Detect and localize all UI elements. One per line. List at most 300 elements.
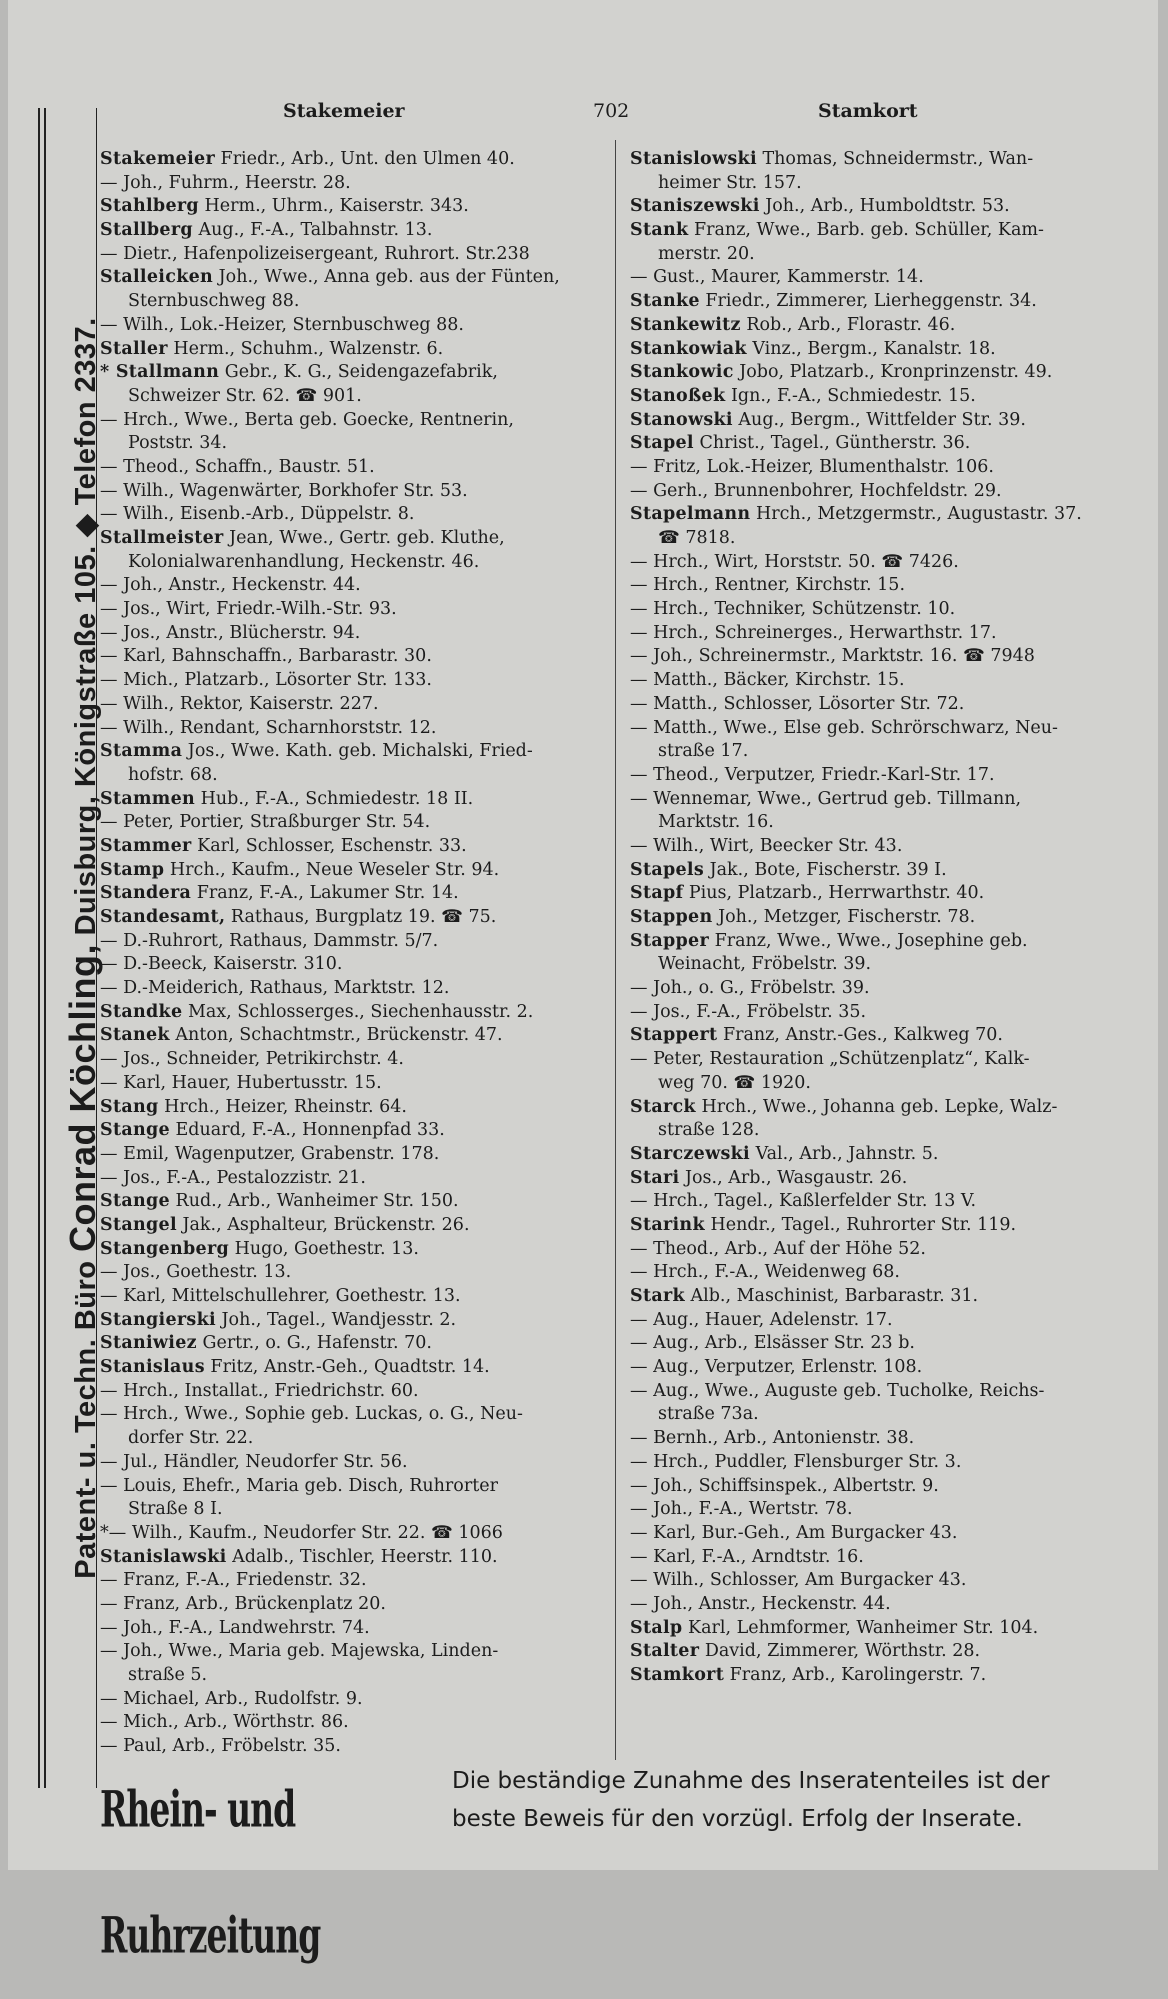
entry-details: — Hrch., Wwe., Berta geb. Goecke, Rentnerin, [100,409,514,430]
entry-details: — D.-Meiderich, Rathaus, Marktstr. 12. [100,978,450,999]
entry-details: Schweizer Str. 62. ☎ 901. [128,385,362,406]
entry-details: Joh., Arb., Humboldtstr. 53. [759,196,1010,217]
entry-continuation [100,432,605,456]
entry-details: Poststr. 34. [128,433,228,454]
directory-entry [630,1498,1145,1522]
directory-entry [100,338,605,362]
directory-entry [630,764,1145,788]
entry-surname: Stangierski [100,1309,216,1330]
entry-surname: Stammen [100,788,196,809]
directory-entry [630,1569,1145,1593]
directory-entry [630,788,1145,812]
entry-details: Franz, Arb., Karolingerstr. 7. [724,1665,987,1685]
entry-details: — Wilh., Wagenwärter, Borkhofer Str. 53. [100,480,468,501]
directory-entry [630,1380,1145,1404]
directory-entry [100,172,605,196]
entry-surname: Stark [630,1286,685,1306]
entry-details: Jak., Bote, Fischerstr. 39 I. [704,859,947,880]
directory-entry [100,480,605,504]
entry-details: Weinacht, Fröbelstr. 39. [658,954,872,975]
entry-details: — Hrch., Wirt, Horststr. 50. ☎ 7426. [630,551,959,572]
entry-details: — Karl, Bahnschaffn., Barbarastr. 30. [100,646,432,667]
directory-page [8,0,1158,1965]
entry-continuation [630,1072,1145,1096]
entry-details: straße 17. [658,741,749,762]
entry-surname: Stamp [100,859,165,880]
directory-entry [630,266,1145,290]
entry-details: Gertr., o. G., Hafenstr. 70. [196,1333,432,1354]
entry-details: — Hrch., Techniker, Schützenstr. 10. [630,599,956,620]
entry-surname: Staniwiez [100,1333,197,1354]
entry-surname: Standesamt, [100,907,226,927]
directory-entry [630,1001,1145,1025]
entry-details: Jean, Wwe., Gertr. geb. Kluthe, [223,528,505,548]
entry-details: David, Zimmerer, Wörthstr. 28. [699,1641,981,1662]
entry-details: — Hrch., Schreinerges., Herwarthstr. 17. [630,622,997,643]
directory-entry [630,480,1145,504]
sidebar-ad-prefix: Patent- u. Techn. Büro [70,1251,102,1579]
entry-details: Rob., Arb., Florastr. 46. [740,314,956,335]
entry-surname: Stamma [100,741,183,762]
entry-details: Franz, Wwe., Barb. geb. Schüller, Kam- [688,220,1044,241]
entry-details: Jobo, Platzarb., Kronprinzenstr. 49. [733,362,1053,383]
entry-details: — Jos., F.-A., Fröbelstr. 35. [630,1001,867,1022]
page-number: 702 [593,100,630,122]
directory-entry [630,1309,1145,1333]
entry-surname: Stanislowski [630,149,757,169]
entry-details: — Franz, Arb., Brückenplatz 20. [100,1593,386,1614]
entry-details: — Wilh., Schlosser, Am Burgacker 43. [630,1570,967,1591]
entry-details: — Wilh., Rendant, Scharnhorststr. 12. [100,717,437,738]
directory-entry [100,1167,605,1191]
entry-details: — Aug., Verputzer, Erlenstr. 108. [630,1357,923,1378]
entry-details: Val., Arb., Jahnstr. 5. [750,1143,939,1164]
entry-details: — Joh., Anstr., Heckenstr. 44. [630,1593,891,1614]
entry-continuation [100,1498,605,1522]
entry-surname: Stamkort [630,1665,725,1685]
entry-surname: Stankowiak [630,338,747,359]
directory-entry [100,409,605,433]
entry-details: Jos., Wwe. Kath. geb. Michalski, Fried- [182,741,533,762]
entry-surname: Stapper [630,930,709,951]
entry-details: — Karl, Hauer, Hubertusstr. 15. [100,1072,382,1093]
directory-entry [630,338,1145,362]
directory-entry [630,1024,1145,1048]
entry-details: — Hrch., Tagel., Kaßlerfelder Str. 13 V. [630,1191,977,1212]
directory-entry [630,1356,1145,1380]
directory-entry [630,574,1145,598]
column-divider [615,140,616,1760]
directory-entry [630,622,1145,646]
directory-entry [100,859,605,883]
entry-details: — Matth., Schlosser, Lösorter Str. 72. [630,693,965,714]
entry-surname: * Stallmann [100,362,220,383]
directory-entry [100,1072,605,1096]
directory-entry [630,1214,1145,1238]
ad-slogan-line-2: beste Beweis für den vorzügl. Erfolg der Inserate. [452,1806,1023,1832]
directory-entry [630,906,1145,930]
directory-entry [630,290,1145,314]
entry-details: — Theod., Schaffn., Baustr. 51. [100,456,375,477]
entry-surname: Stapf [630,883,684,904]
entry-details: — Gust., Maurer, Kammerstr. 14. [630,267,924,288]
entry-surname: Starczewski [630,1143,750,1164]
entry-details: — Hrch., Installat., Friedrichstr. 60. [100,1380,419,1401]
entry-surname: Stalter [630,1641,700,1662]
entry-surname: Stangenberg [100,1238,230,1259]
entry-details: — Matth., Bäcker, Kirchstr. 15. [630,670,905,691]
directory-entry [630,1096,1145,1120]
entry-details: Alb., Maschinist, Barbarastr. 31. [684,1286,979,1306]
entry-details: — Fritz, Lok.-Heizer, Blumenthalstr. 106. [630,456,994,477]
entry-surname: Stari [630,1167,680,1188]
entry-details: Rud., Arb., Wanheimer Str. 150. [169,1191,459,1212]
directory-entry [630,977,1145,1001]
directory-entry [100,1569,605,1593]
entry-surname: Stappert [630,1025,718,1046]
entry-details: Joh., Tagel., Wandjesstr. 2. [215,1309,457,1330]
entry-details: — Aug., Hauer, Adelenstr. 17. [630,1309,893,1330]
entry-details: Thomas, Schneidermstr., Wan- [756,149,1034,169]
entry-details: — Peter, Portier, Straßburger Str. 54. [100,812,431,833]
entry-surname: Stammer [100,835,192,856]
directory-entry [630,859,1145,883]
entry-details: Hrch., Kaufm., Neue Weseler Str. 94. [164,859,500,880]
entry-surname: Stanke [630,291,700,312]
entry-details: — Matth., Wwe., Else geb. Schrörschwarz, Neu- [630,717,1058,738]
directory-entry [100,243,605,267]
entry-details: straße 73a. [658,1404,759,1425]
directory-entry [100,622,605,646]
directory-entry [630,1617,1145,1641]
entry-details: Rathaus, Burgplatz 19. ☎ 75. [225,907,497,927]
entry-details: Herm., Uhrm., Kaiserstr. 343. [198,196,469,217]
entry-details: Christ., Tagel., Güntherstr. 36. [693,433,971,454]
entry-continuation [100,385,605,409]
entry-details: Adalb., Tischler, Heerstr. 110. [226,1546,498,1567]
entry-details: — D.-Beeck, Kaiserstr. 310. [100,954,343,975]
directory-entry [100,1096,605,1120]
entry-surname: Stanislawski [100,1546,227,1567]
entry-details: hofstr. 68. [128,764,218,785]
directory-entry [100,195,605,219]
entry-details: — Hrch., Wwe., Sophie geb. Luckas, o. G., Neu- [100,1404,523,1425]
directory-entry [100,456,605,480]
entry-details: weg 70. ☎ 1920. [658,1072,811,1093]
directory-entry [100,717,605,741]
entry-surname: Stakemeier [100,149,215,169]
entry-details: Anton, Schachtmstr., Brückenstr. 47. [169,1025,503,1046]
directory-entry [630,1664,1145,1688]
directory-entry [630,1427,1145,1451]
entry-details: — Joh., Schiffsinspek., Albertstr. 9. [630,1475,939,1496]
directory-entry [100,527,605,551]
entry-details: Kolonialwarenhandlung, Heckenstr. 46. [128,551,480,572]
directory-entry [630,1332,1145,1356]
sidebar-rule [38,108,40,1788]
entry-details: — Joh., Wwe., Maria geb. Majewska, Linden- [100,1641,499,1662]
entry-details: — Jos., Wirt, Friedr.-Wilh.-Str. 93. [100,599,397,620]
entry-details: — Emil, Wagenputzer, Grabenstr. 178. [100,1143,440,1164]
entry-surname: Staller [100,338,168,359]
entry-surname: Stank [630,220,689,241]
directory-entry [100,1403,605,1427]
entry-details: — Wilh., Eisenb.-Arb., Düppelstr. 8. [100,504,415,525]
entry-details: *— Wilh., Kaufm., Neudorfer Str. 22. ☎ 1066 [100,1522,503,1543]
directory-entry [100,574,605,598]
entry-details: — Wilh., Wirt, Beecker Str. 43. [630,835,903,856]
entry-details: Gebr., K. G., Seidengazefabrik, [219,362,498,383]
header-last-entry: Stamkort [818,100,918,122]
entry-continuation [630,1403,1145,1427]
directory-entry [100,1332,605,1356]
sidebar-advertisement [38,108,103,1788]
entry-surname: Stange [100,1120,170,1141]
entry-surname: Stang [100,1096,159,1117]
entry-details: Hrch., Metzgermstr., Augustastr. 37. [750,504,1082,525]
entry-continuation [100,1427,605,1451]
entry-details: merstr. 20. [658,243,755,264]
entry-surname: Stankewitz [630,314,741,335]
entry-details: — Joh., Schreinermstr., Marktstr. 16. ☎ 7948 [630,646,1035,667]
entry-details: — Franz, F.-A., Friedenstr. 32. [100,1570,367,1591]
ad-slogan [452,1762,1142,1838]
entry-details: Pius, Platzarb., Herrwarthstr. 40. [683,883,985,904]
entry-details: Franz, Anstr.-Ges., Kalkweg 70. [717,1025,1003,1046]
entry-details: — Jos., F.-A., Pestalozzistr. 21. [100,1167,366,1188]
directory-entry [630,1546,1145,1570]
directory-entry [630,432,1145,456]
entry-surname: Staniszewski [630,196,760,217]
directory-entry [100,1522,605,1546]
entry-details: Marktstr. 16. [658,812,774,833]
entry-details: — Jos., Schneider, Petrikirchstr. 4. [100,1049,404,1070]
entry-details: — Hrch., Puddler, Flensburger Str. 3. [630,1451,962,1472]
entry-details: Karl, Schlosser, Eschenstr. 33. [191,835,467,856]
directory-entry [100,1546,605,1570]
entry-details: — D.-Ruhrort, Rathaus, Dammstr. 5/7. [100,930,439,951]
directory-entry [100,645,605,669]
directory-entry [100,314,605,338]
entry-surname: Stanek [100,1025,170,1046]
sidebar-ad-address: Duisburg, Königstraße 105. ◆ Telefon 2337. [70,317,102,944]
entry-details: Sternbuschweg 88. [128,291,300,312]
directory-entry [100,1214,605,1238]
sidebar-ad-name: Conrad Köchling, [62,943,103,1252]
directory-entry [100,882,605,906]
entry-surname: Stahlberg [100,196,199,217]
entry-details: straße 128. [658,1120,760,1141]
entry-details: dorfer Str. 22. [128,1428,254,1449]
entry-details: Max, Schlosserges., Siechenhausstr. 2. [182,1001,534,1022]
directory-entry [100,1024,605,1048]
entry-surname: Stalleicken [100,267,214,288]
entry-details: — Michael, Arb., Rudolfstr. 9. [100,1688,363,1709]
entry-details: Eduard, F.-A., Honnenpfad 33. [169,1120,445,1141]
entry-details: — Wilh., Rektor, Kaiserstr. 227. [100,693,379,714]
entry-details: Hrch., Heizer, Rheinstr. 64. [158,1096,407,1117]
entry-details: — Louis, Ehefr., Maria geb. Disch, Ruhrorter [100,1475,498,1496]
directory-entry [100,1001,605,1025]
entry-details: Fritz, Anstr.-Geh., Quadtstr. 14. [204,1357,490,1378]
entry-details: Joh., Wwe., Anna geb. aus der Fünten, [213,267,560,288]
directory-entry [630,930,1145,954]
entry-details: Hendr., Tagel., Ruhrorter Str. 119. [704,1214,1017,1235]
entry-details: ☎ 7818. [658,528,736,548]
directory-entry [630,1048,1145,1072]
entry-details: Joh., Metzger, Fischerstr. 78. [712,907,976,927]
entry-continuation [100,290,605,314]
entry-details: — Joh., Fuhrm., Heerstr. 28. [100,172,351,193]
entry-details: — Dietr., Hafenpolizeisergeant, Ruhrort. Str.238 [100,243,530,264]
directory-entry [100,977,605,1001]
directory-entry [100,1048,605,1072]
directory-entry [630,1522,1145,1546]
ad-slogan-line-1: Die beständige Zunahme des Inseratenteiles ist der [452,1768,1050,1794]
entry-details: — Joh., o. G., Fröbelstr. 39. [630,978,870,999]
entry-details: Aug., Bergm., Wittfelder Str. 39. [732,409,1026,430]
entry-details: — Hrch., Rentner, Kirchstr. 15. [630,575,906,596]
entry-details: Straße 8 I. [128,1499,223,1520]
entry-details: — Hrch., F.-A., Weidenweg 68. [630,1262,900,1283]
entry-details: Vinz., Bergm., Kanalstr. 18. [746,338,996,359]
entry-continuation [630,1119,1145,1143]
entry-surname: Stange [100,1191,170,1212]
entry-details: — Theod., Arb., Auf der Höhe 52. [630,1238,926,1259]
directory-entry [100,1593,605,1617]
entry-details: — Jos., Anstr., Blücherstr. 94. [100,622,361,643]
entry-continuation [100,764,605,788]
directory-entry [100,1451,605,1475]
directory-entry [100,1617,605,1641]
directory-entry [100,788,605,812]
directory-entry [100,148,605,172]
entry-continuation [100,1664,605,1688]
entry-details: Karl, Lehmformer, Wanheimer Str. 104. [682,1617,1039,1638]
entry-details: — Karl, Bur.-Geh., Am Burgacker 43. [630,1522,958,1543]
entry-surname: Stangel [100,1214,177,1235]
directory-entry [100,930,605,954]
entry-details: — Aug., Wwe., Auguste geb. Tucholke, Reichs- [630,1380,1045,1401]
entry-surname: Stallmeister [100,528,224,548]
entry-continuation [630,811,1145,835]
directory-entry [100,598,605,622]
directory-entry [100,1261,605,1285]
entry-surname: Starink [630,1214,705,1235]
directory-entry [630,1190,1145,1214]
directory-entry [630,1143,1145,1167]
directory-entry [100,219,605,243]
directory-entry [100,953,605,977]
directory-entry [630,503,1145,527]
directory-entry [630,385,1145,409]
page-header [98,100,1148,130]
directory-entry [630,1285,1145,1309]
directory-entry [100,266,605,290]
directory-entry [100,1380,605,1404]
directory-entry [100,1711,605,1735]
directory-entry [630,1167,1145,1191]
entry-surname: Stapelmann [630,504,751,525]
entry-details: Franz, F.-A., Lakumer Str. 14. [191,883,459,904]
entry-details: — Mich., Arb., Wörthstr. 86. [100,1712,349,1733]
directory-entry [630,693,1145,717]
entry-continuation [100,551,605,575]
entry-continuation [630,243,1145,267]
entry-details: — Karl, Mittelschullehrer, Goethestr. 13. [100,1286,461,1306]
entry-details: Hugo, Goethestr. 13. [229,1238,419,1259]
directory-entry [100,835,605,859]
directory-entry [100,1475,605,1499]
directory-entry [630,456,1145,480]
entry-details: — Joh., F.-A., Landwehrstr. 74. [100,1617,370,1638]
entry-surname: Stallberg [100,220,193,241]
directory-entry [100,811,605,835]
directory-entry [100,503,605,527]
entry-details: — Joh., F.-A., Wertstr. 78. [630,1499,853,1520]
directory-entry [630,882,1145,906]
directory-entry [100,1688,605,1712]
entry-details: Ign., F.-A., Schmiedestr. 15. [725,385,976,406]
entry-continuation [630,527,1145,551]
entry-details: Hub., F.-A., Schmiedestr. 18 II. [195,788,474,809]
entry-details: — Jul., Händler, Neudorfer Str. 56. [100,1451,408,1472]
directory-entry [100,906,605,930]
directory-entry [630,195,1145,219]
entry-details: — Wennemar, Wwe., Gertrud geb. Tillmann, [630,788,1022,809]
directory-entry [630,361,1145,385]
directory-entry [100,1238,605,1262]
entry-details: Jak., Asphalteur, Brückenstr. 26. [176,1214,470,1235]
left-column [100,148,605,1759]
entry-surname: Standera [100,883,192,904]
directory-entry [630,598,1145,622]
entry-details: — Mich., Platzarb., Lösorter Str. 133. [100,670,432,691]
right-column [630,148,1145,1688]
directory-entry [100,1309,605,1333]
entry-continuation [630,740,1145,764]
entry-surname: Stalp [630,1617,683,1638]
entry-details: — Gerh., Brunnenbohrer, Hochfeldstr. 29. [630,480,1002,501]
entry-details: — Bernh., Arb., Antonienstr. 38. [630,1428,915,1449]
directory-entry [630,1261,1145,1285]
directory-entry [100,361,605,385]
entry-surname: Stanowski [630,409,733,430]
directory-entry [630,219,1145,243]
directory-entry [100,1190,605,1214]
directory-entry [100,1143,605,1167]
entry-details: — Jos., Goethestr. 13. [100,1262,292,1283]
directory-entry [100,1640,605,1664]
entry-details: Friedr., Zimmerer, Lierheggenstr. 34. [699,291,1037,312]
entry-continuation [630,172,1145,196]
directory-entry [630,669,1145,693]
entry-details: straße 5. [128,1665,208,1685]
entry-details: — Karl, F.-A., Arndtstr. 16. [630,1546,864,1567]
entry-surname: Stapels [630,859,705,880]
directory-entry [630,314,1145,338]
directory-entry [630,1475,1145,1499]
entry-details: — Joh., Anstr., Heckenstr. 44. [100,575,361,596]
entry-details: Friedr., Arb., Unt. den Ulmen 40. [214,149,515,169]
entry-surname: Standke [100,1001,183,1022]
entry-details: — Theod., Verputzer, Friedr.-Karl-Str. 17. [630,764,995,785]
directory-entry [100,1356,605,1380]
entry-details: Hrch., Wwe., Johanna geb. Lepke, Walz- [695,1096,1058,1117]
directory-entry [100,693,605,717]
entry-surname: Stanislaus [100,1357,205,1378]
directory-entry [630,645,1145,669]
